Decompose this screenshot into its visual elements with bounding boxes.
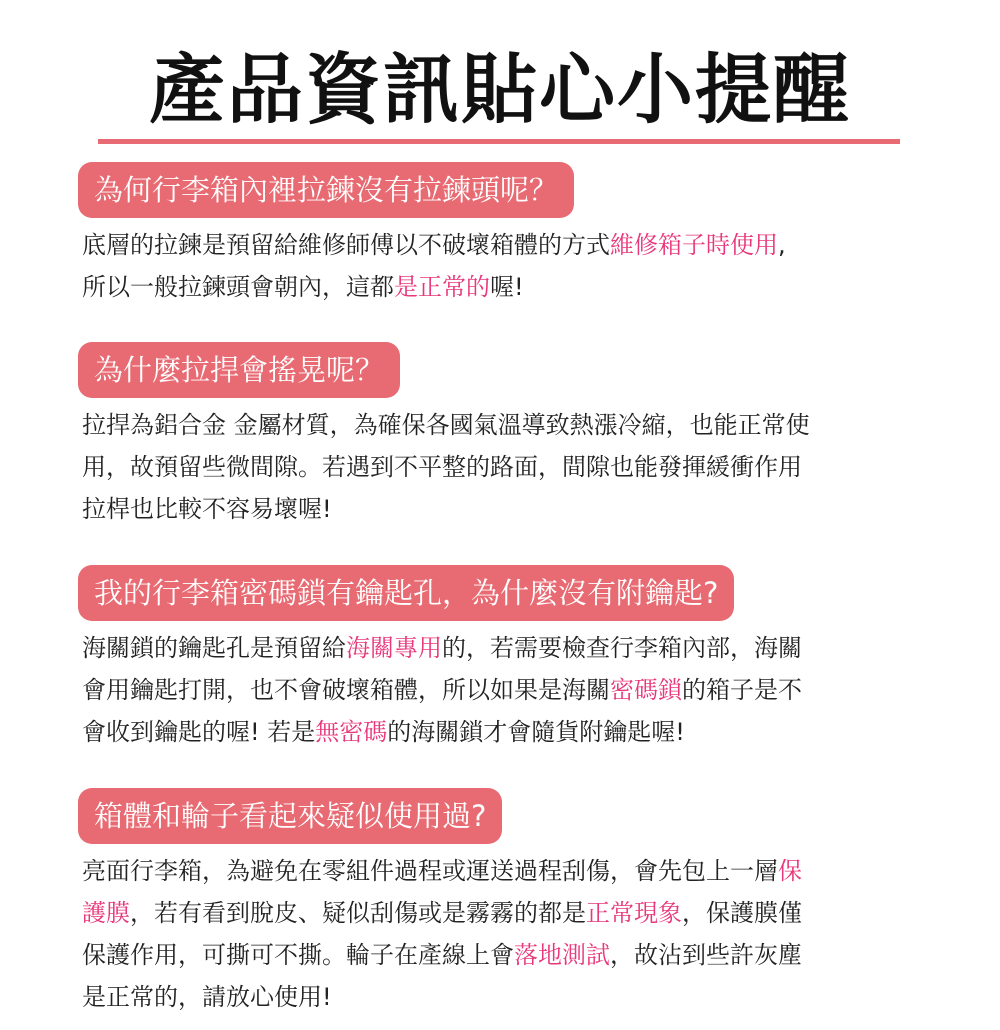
faq-section-lock: [78, 565, 908, 753]
faq-answer: [78, 627, 908, 753]
faq-section-zipper: [78, 162, 908, 308]
faq-heading: 為何行李箱內裡拉鍊沒有拉鍊頭呢？: [78, 162, 574, 218]
title-divider: [98, 139, 900, 144]
faq-answer: [78, 404, 908, 530]
answer-line: 保護作用，可撕可不撕。輪子在產線上會落地測試，故沾到些許灰塵: [82, 941, 802, 969]
highlight-text: 正常現象: [586, 899, 682, 927]
highlight-text: 落地測試: [514, 941, 610, 969]
faq-section-handle: [78, 342, 908, 530]
answer-line: 拉捍為鋁合金 金屬材質，為確保各國氣溫導致熱漲冷縮，也能正常使: [82, 411, 810, 439]
highlight-text: 密碼鎖: [610, 676, 682, 704]
answer-line: 所以一般拉鍊頭會朝內，這都是正常的喔!: [82, 273, 524, 301]
faq-answer: [78, 850, 908, 1018]
faq-heading: 我的行李箱密碼鎖有鑰匙孔，為什麼沒有附鑰匙?: [78, 565, 734, 621]
faq-section-used-look: [78, 788, 908, 1018]
highlight-text: 維修箱子時使用: [610, 231, 778, 259]
highlight-text: 護膜: [82, 899, 130, 927]
faq-answer: [78, 224, 908, 308]
highlight-text: 海關專用: [346, 634, 442, 662]
answer-line: 海關鎖的鑰匙孔是預留給海關專用的，若需要檢查行李箱內部，海關: [82, 634, 802, 662]
answer-line: 用，故預留些微間隙。若遇到不平整的路面，間隙也能發揮緩衝作用: [82, 453, 802, 481]
page-title: 產品資訊貼心小提醒: [149, 45, 851, 134]
answer-line: 護膜，若有看到脫皮、疑似刮傷或是霧霧的都是正常現象，保護膜僅: [82, 899, 802, 927]
highlight-text: 是正常的: [394, 273, 490, 301]
answer-line: 是正常的，請放心使用!: [82, 983, 332, 1011]
answer-line: 拉桿也比較不容易壞喔!: [82, 495, 332, 523]
answer-line: 底層的拉鍊是預留給維修師傅以不破壞箱體的方式維修箱子時使用,: [82, 231, 786, 259]
answer-line: 亮面行李箱，為避免在零組件過程或運送過程刮傷，會先包上一層保: [82, 857, 802, 885]
highlight-text: 保: [778, 857, 802, 885]
faq-heading: 箱體和輪子看起來疑似使用過?: [78, 788, 502, 844]
faq-heading: 為什麼拉捍會搖晃呢？: [78, 342, 400, 398]
answer-line: 會收到鑰匙的喔! 若是無密碼的海關鎖才會隨貨附鑰匙喔!: [82, 718, 685, 746]
answer-line: 會用鑰匙打開，也不會破壞箱體，所以如果是海關密碼鎖的箱子是不: [82, 676, 802, 704]
highlight-text: 無密碼: [315, 718, 388, 746]
